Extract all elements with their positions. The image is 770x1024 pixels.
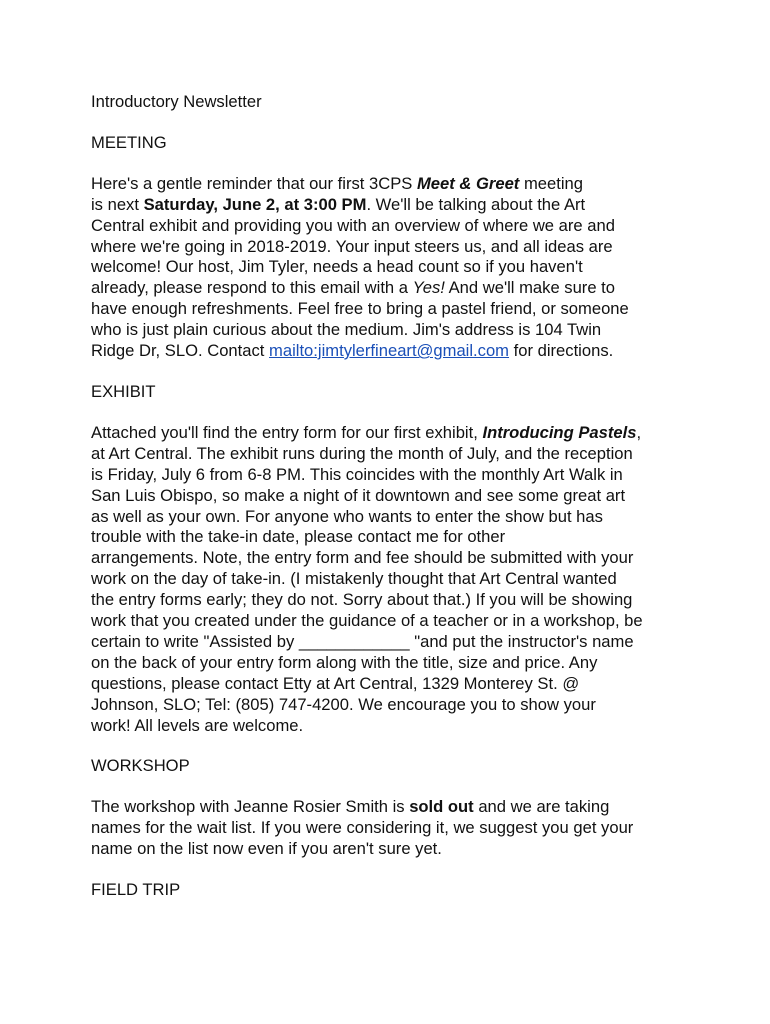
meeting-line-1 xyxy=(91,174,691,195)
newsletter-page xyxy=(91,92,691,921)
exhibit-heading: EXHIBIT xyxy=(91,381,156,401)
meeting-text: meeting xyxy=(519,173,583,193)
exhibit-line-11: certain to write "Assisted by ____________ "and put the instructor's name xyxy=(91,631,634,651)
meeting-line-3: Central exhibit and providing you with an overview of where we are and xyxy=(91,215,615,235)
exhibit-line-14: Johnson, SLO; Tel: (805) 747-4200. We encourage you to show your xyxy=(91,694,596,714)
exhibit-paragraph xyxy=(91,423,691,737)
meeting-date: Saturday, June 2, at 3:00 PM xyxy=(143,194,367,214)
field-trip-heading: FIELD TRIP xyxy=(91,880,181,900)
exhibit-title-emphasis: Introducing Pastels xyxy=(482,422,637,442)
exhibit-line-9: the entry forms early; they do not. Sorry about that.) If you will be showing xyxy=(91,590,633,610)
workshop-text: and we are taking xyxy=(473,797,610,817)
meeting-line-4: where we're going in 2018-2019. Your input steers us, and all ideas are xyxy=(91,236,613,256)
meeting-text: already, please respond to this email with a xyxy=(91,278,413,298)
meeting-line-8: who is just plain curious about the medium. Jim's address is 104 Twin xyxy=(91,320,602,340)
exhibit-line-2: at Art Central. The exhibit runs during the month of July, and the reception xyxy=(91,443,633,463)
sold-out-emphasis: sold out xyxy=(409,797,474,817)
workshop-line-2: names for the wait list. If you were considering it, we suggest you get your xyxy=(91,818,634,838)
exhibit-line-12: on the back of your entry form along with the title, size and price. Any xyxy=(91,652,598,672)
meeting-line-5: welcome! Our host, Jim Tyler, needs a head count so if you haven't xyxy=(91,257,583,277)
exhibit-line-5: as well as your own. For anyone who wants to enter the show but has xyxy=(91,506,603,526)
meeting-heading: MEETING xyxy=(91,132,167,152)
workshop-line-3: name on the list now even if you aren't sure yet. xyxy=(91,839,442,859)
meeting-text: for directions. xyxy=(509,341,614,361)
meeting-text: And we'll make sure to xyxy=(444,278,616,298)
meeting-line-7: have enough refreshments. Feel free to bring a pastel friend, or someone xyxy=(91,299,629,319)
exhibit-line-6: trouble with the take-in date, please contact me for other xyxy=(91,527,506,547)
workshop-line-1 xyxy=(91,797,691,818)
meeting-line-9 xyxy=(91,341,691,362)
workshop-text: The workshop with Jeanne Rosier Smith is xyxy=(91,797,410,817)
exhibit-line-3: is Friday, July 6 from 6-8 PM. This coincides with the monthly Art Walk in xyxy=(91,464,623,484)
exhibit-text: Attached you'll find the entry form for our first exhibit, xyxy=(91,422,483,442)
yes-emphasis: Yes! xyxy=(412,278,445,298)
meeting-text: Ridge Dr, SLO. Contact xyxy=(91,341,270,361)
meeting-line-2 xyxy=(91,195,691,216)
exhibit-line-15: work! All levels are welcome. xyxy=(91,715,304,735)
workshop-heading: WORKSHOP xyxy=(91,756,190,776)
document-title: Introductory Newsletter xyxy=(91,92,262,111)
exhibit-line-13: questions, please contact Etty at Art Central, 1329 Monterey St. @ xyxy=(91,673,580,693)
exhibit-line-8: work on the day of take-in. (I mistakenly thought that Art Central wanted xyxy=(91,569,617,589)
meeting-paragraph xyxy=(91,174,691,362)
exhibit-line-4: San Luis Obispo, so make a night of it downtown and see some great art xyxy=(91,485,626,505)
exhibit-line-10: work that you created under the guidance of a teacher or in a workshop, be xyxy=(91,611,643,631)
exhibit-text: , xyxy=(636,422,642,442)
meeting-line-6 xyxy=(91,278,691,299)
meeting-text: Here's a gentle reminder that our first 3CPS xyxy=(91,173,417,193)
meeting-text: . We'll be talking about the Art xyxy=(366,194,586,214)
workshop-paragraph xyxy=(91,797,691,860)
meet-greet-emphasis: Meet & Greet xyxy=(416,173,520,193)
meeting-text: is next xyxy=(91,194,144,214)
exhibit-line-7: arrangements. Note, the entry form and fee should be submitted with your xyxy=(91,548,634,568)
exhibit-line-1 xyxy=(91,423,691,444)
email-link[interactable]: mailto:jimtylerfineart@gmail.com xyxy=(269,341,510,361)
